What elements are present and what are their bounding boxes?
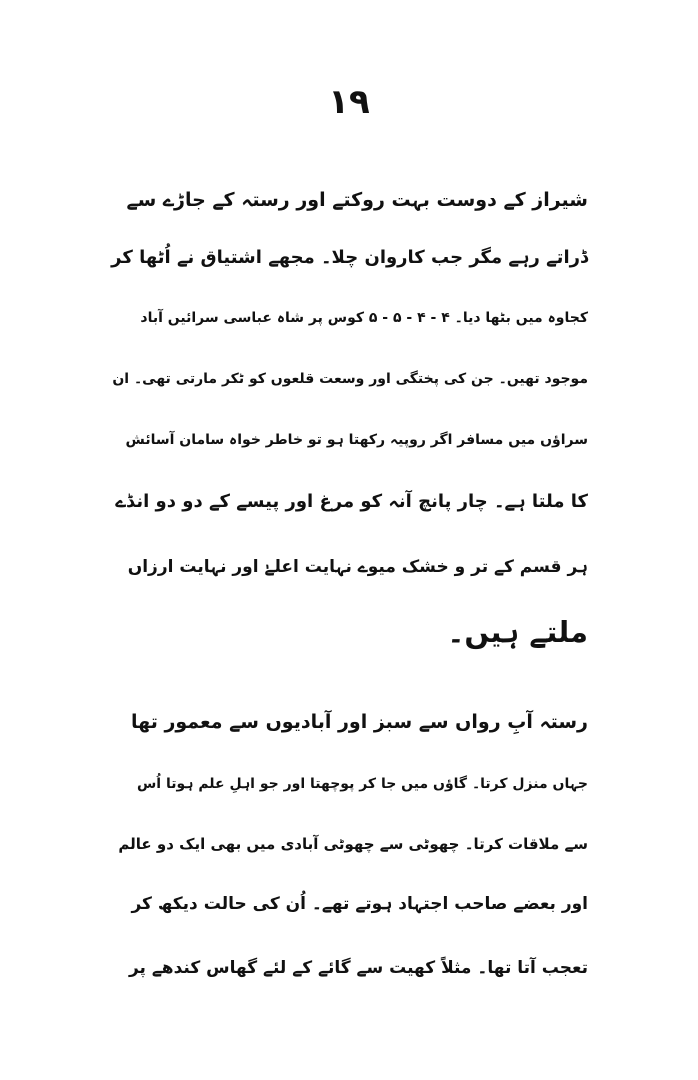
page-number: ١٩ [328,82,370,122]
text-line: شیراز کے دوست بہت روکتے اور رستہ کے جاڑے سے [126,189,588,211]
text-line: کجاوہ میں بٹھا دیا۔ ۴ - ۴ - ۵ - ۵ کوس پر شاہ عباسی سرائیں آباد [140,310,588,326]
text-line: کا ملتا ہے۔ چار پانچ آنہ کو مرغ اور پیسے کے دو دو انڈے [115,491,588,512]
text-line: ڈراتے رہے مگر جب کاروان چلا۔ مجھے اشتیاق نے اُٹھا کر [111,247,588,268]
text-line: تعجب آتا تھا۔ مثلاً کھیت سے گائے کے لئے گھاس کندھے پر [128,958,588,978]
text-line: ہر قسم کے تر و خشک میوے نہایت اعلےٰ اور نہایت ارزاں [127,557,588,577]
text-line: جہاں منزل کرتا۔ گاؤں میں جا کر پوچھتا اور جو اہلِ علم ہوتا اُس [136,776,588,792]
text-line: سراؤں میں مسافر اگر روپیہ رکھتا ہو تو خاطر خواہ سامان آسائش [125,432,588,448]
text-line: سے ملاقات کرتا۔ چھوٹی سے چھوٹی آبادی میں بھی ایک دو عالم [118,835,588,853]
text-line: رستہ آبِ رواں سے سبز اور آبادیوں سے معمور تھا [131,711,588,733]
text-line: اور بعضے صاحب اجتہاد ہوتے تھے۔ اُن کی حالت دیکھ کر [131,894,588,914]
text-line: ملتے ہیں۔ [447,615,588,649]
text-line: موجود تھیں۔ جن کی پختگی اور وسعت قلعوں کو ٹکر مارتی تھی۔ ان [112,371,588,387]
